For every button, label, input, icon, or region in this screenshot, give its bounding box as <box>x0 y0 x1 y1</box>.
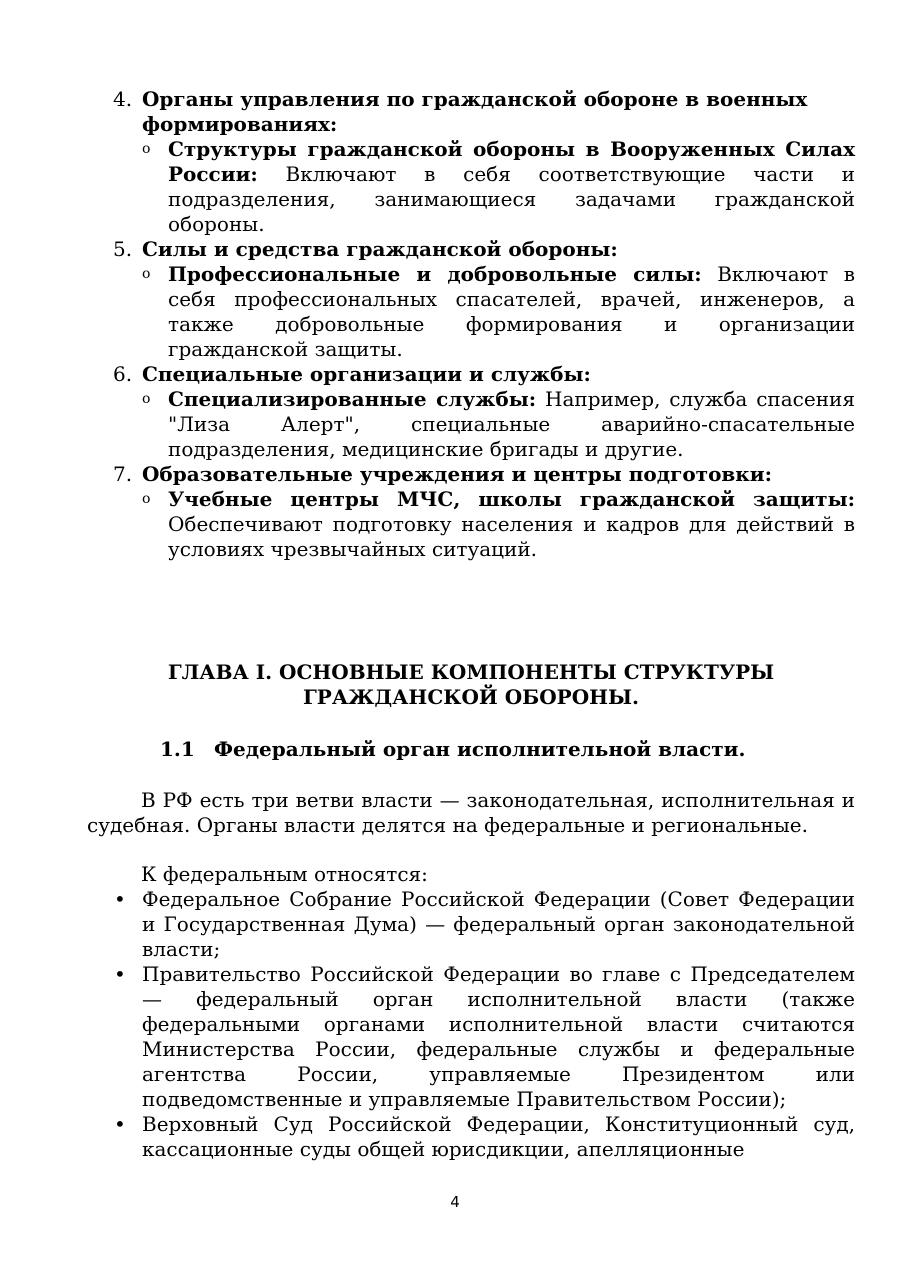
sub-list-item <box>142 262 855 362</box>
sub-list-item <box>142 387 855 462</box>
sub-item-bold-term: Профессиональные и добровольные силы: <box>168 262 702 286</box>
list-item-number: 7. <box>113 462 133 486</box>
page-number: 4 <box>450 1193 460 1211</box>
bullet-list <box>87 887 855 1162</box>
list-item-heading: Специальные организации и службы: <box>142 362 591 386</box>
sub-item-bold-term: Специализированные службы: <box>168 387 537 411</box>
section-heading <box>160 737 855 762</box>
sub-item-text: Обеспечивают подготовку населения и кадров для действий в условиях чрезвычайных ситуаций. <box>168 512 855 561</box>
chapter-heading-line: ГЛАВА I. ОСНОВНЫЕ КОМПОНЕНТЫ СТРУКТУРЫ <box>167 660 775 684</box>
bullet-icon: • <box>114 962 126 986</box>
list-item-number: 6. <box>113 362 133 386</box>
circle-bullet-icon: o <box>142 391 151 407</box>
circle-bullet-icon: o <box>142 141 151 157</box>
bullet-item-text: Федеральное Собрание Российской Федерации (Совет Федерации и Государственная Дума) — федеральный орган законодательной власти; <box>142 887 855 961</box>
sub-item-text: Включают в себя профессиональных спасателей, врачей, инженеров, а также добровольные формирования и организации гражданской защиты. <box>168 262 855 361</box>
circle-bullet-icon: o <box>142 491 151 507</box>
list-item <box>87 362 855 462</box>
section-title: Федеральный орган исполнительной власти. <box>214 737 746 761</box>
sub-list-item <box>142 487 855 562</box>
list-item-number: 5. <box>113 237 133 261</box>
sub-item-bold-term: Учебные центры МЧС, школы гражданской защиты: <box>168 487 855 511</box>
bullet-list-item <box>87 962 855 1112</box>
list-item <box>87 87 855 237</box>
sub-item-text: Включают в себя соответствующие части и подразделения, занимающиеся задачами гражданской обороны. <box>168 162 855 236</box>
bullet-item-text: Верховный Суд Российской Федерации, Конституционный суд, кассационные суды общей юрисдикции, апелляционные <box>142 1112 855 1161</box>
sub-item-text: Например, служба спасения "Лиза Алерт", специальные аварийно-спасательные подразделения, медицинские бригады и другие. <box>168 387 855 461</box>
numbered-list <box>87 87 855 562</box>
list-item-heading: Органы управления по гражданской обороне в военных формированиях: <box>142 87 808 136</box>
circle-bullet-icon: o <box>142 266 151 282</box>
body-paragraph: В РФ есть три ветви власти — законодательная, исполнительная и судебная. Органы власти делятся на федеральные и региональные. <box>87 788 855 837</box>
bullet-item-text: Правительство Российской Федерации во главе с Председателем — федеральный орган исполнительной власти (также федеральными органами исполнительной власти считаются Министерства России, федеральные службы и федеральные агентства России, управляемые Президентом или подведомственные и управляемые Правительством России); <box>142 962 855 1111</box>
sub-list-item <box>142 137 855 237</box>
list-item-heading: Силы и средства гражданской обороны: <box>142 237 618 261</box>
chapter-heading-line: ГРАЖДАНСКОЙ ОБОРОНЫ. <box>302 685 640 709</box>
list-item <box>87 462 855 562</box>
body-paragraph: К федеральным относятся: <box>141 862 428 886</box>
bullet-icon: • <box>114 1112 126 1136</box>
bullet-list-item <box>87 1112 855 1162</box>
bullet-list-item <box>87 887 855 962</box>
list-item-number: 4. <box>113 87 133 111</box>
bullet-icon: • <box>114 887 126 911</box>
list-item <box>87 237 855 362</box>
section-number: 1.1 <box>160 737 195 761</box>
list-item-heading: Образовательные учреждения и центры подготовки: <box>142 462 772 486</box>
sub-item-bold-term: Структуры гражданской обороны в Вооруженных Силах России: <box>168 137 855 186</box>
chapter-heading <box>87 660 855 710</box>
